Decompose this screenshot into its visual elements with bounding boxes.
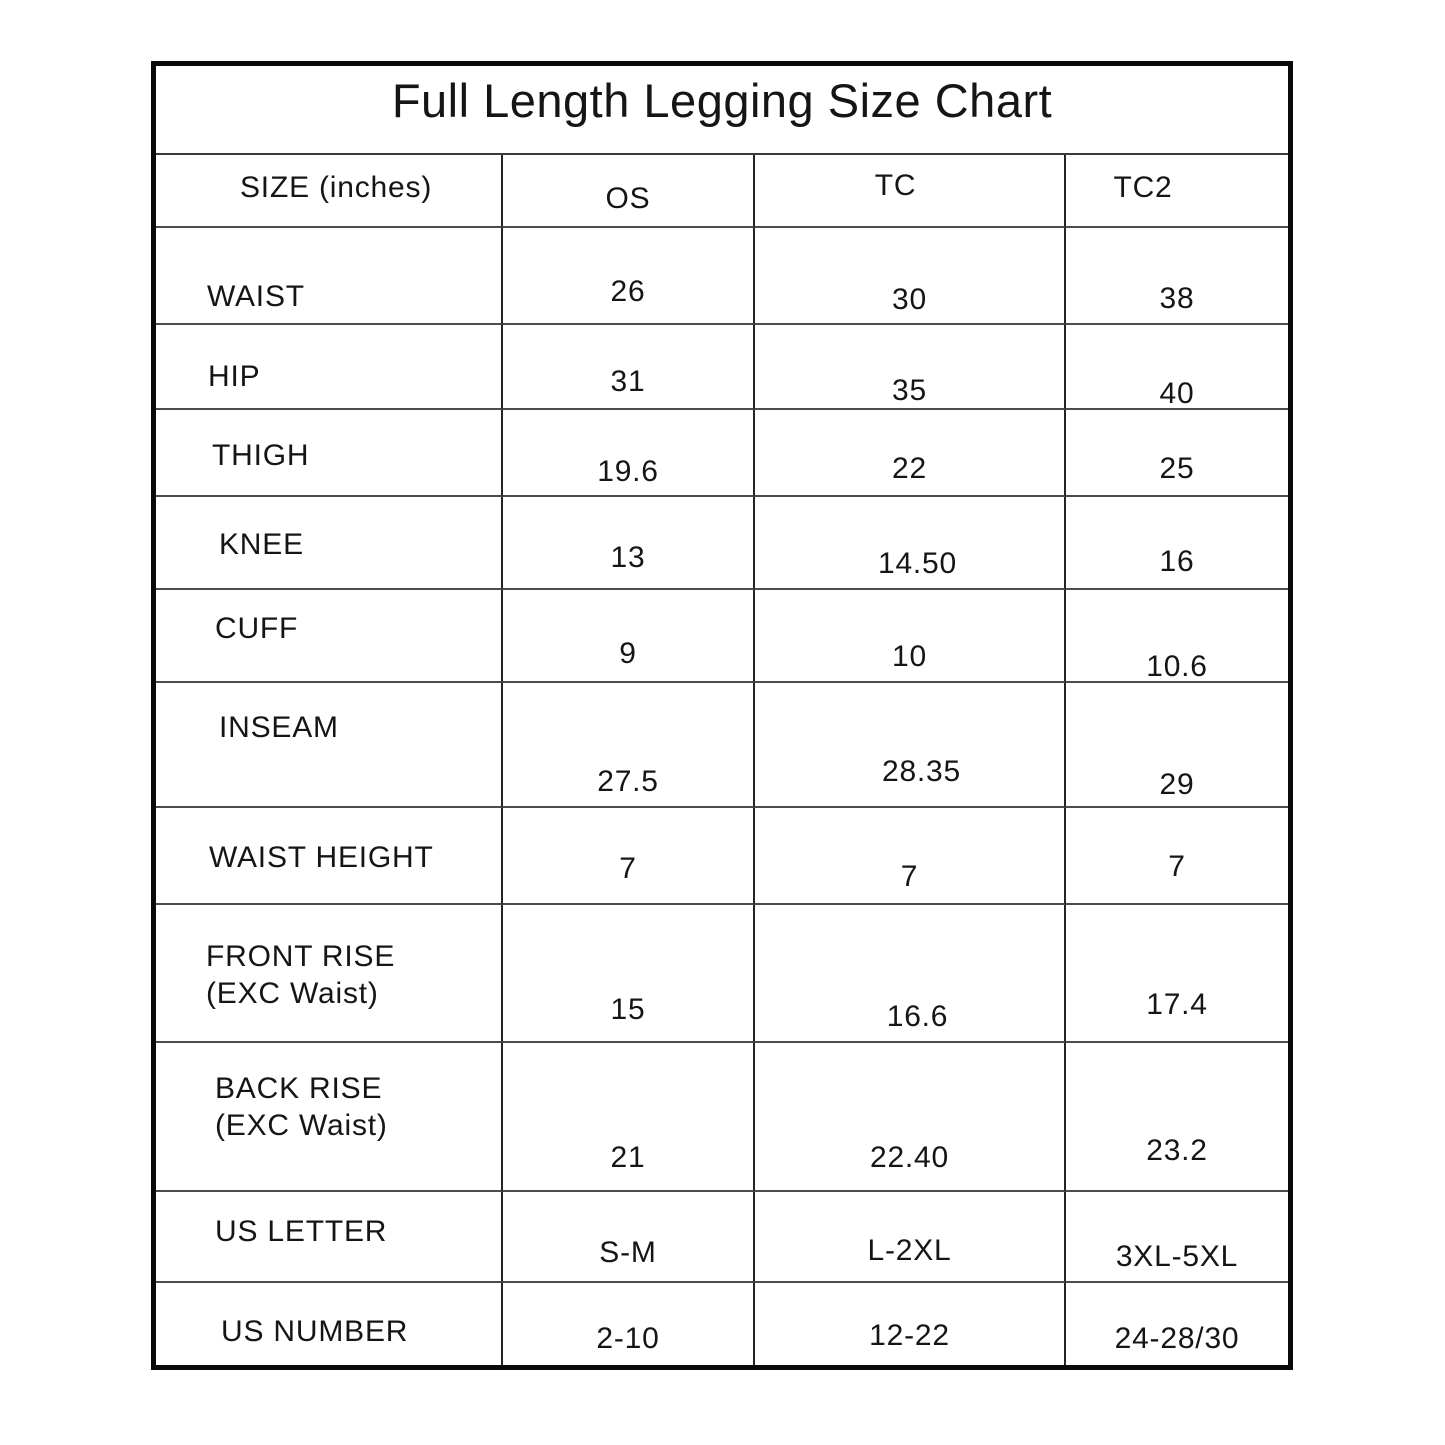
cell-waist-height-tc2	[1066, 808, 1288, 905]
cell-us-letter-tc2	[1066, 1192, 1288, 1283]
cell-hip-tc2	[1066, 325, 1288, 410]
cell-value-text: 14.50	[877, 547, 958, 581]
cell-waist-height-tc	[755, 808, 1066, 905]
row-label-text: WAIST HEIGHT	[209, 841, 434, 875]
cell-front-rise-os	[503, 905, 755, 1043]
cell-value-text: 22	[892, 452, 927, 486]
row-label-text: KNEE	[219, 528, 304, 562]
cell-value-text: 16	[1159, 545, 1195, 579]
row-label-subtext: (EXC Waist)	[215, 1108, 388, 1142]
cell-value-text: 24-28/30	[1114, 1321, 1240, 1355]
row-label-subtext: (EXC Waist)	[206, 977, 379, 1010]
size-chart-table	[151, 61, 1293, 1370]
cell-value-text: 7	[1168, 850, 1186, 884]
cell-hip-tc	[755, 325, 1066, 410]
cell-us-number-os	[503, 1283, 755, 1365]
column-header-text: TC2	[1113, 171, 1173, 205]
row-label-back-rise	[156, 1043, 503, 1192]
row-label-cuff	[156, 590, 503, 683]
cell-waist-os	[503, 228, 755, 325]
row-label-text: CUFF	[215, 612, 299, 646]
row-label-us-number	[156, 1283, 503, 1365]
row-label-text: US NUMBER	[221, 1314, 409, 1348]
row-label-front-rise	[156, 905, 503, 1043]
row-label-text: WAIST	[207, 280, 305, 314]
cell-us-letter-os	[503, 1192, 755, 1283]
row-label-hip	[156, 325, 503, 410]
cell-inseam-tc2	[1066, 683, 1288, 808]
cell-inseam-tc	[755, 683, 1066, 808]
cell-back-rise-tc	[755, 1043, 1066, 1192]
cell-thigh-tc	[755, 410, 1066, 497]
cell-value-text: 38	[1159, 282, 1195, 316]
column-header-size	[156, 155, 503, 228]
cell-value-text: 29	[1159, 768, 1195, 802]
row-label-us-letter	[156, 1192, 503, 1283]
cell-value-text: 40	[1159, 377, 1195, 411]
column-header-text: SIZE (inches)	[240, 171, 433, 205]
cell-value-text: 9	[619, 637, 637, 671]
chart-title-cell	[156, 66, 1288, 155]
row-label-text: INSEAM	[219, 711, 339, 745]
cell-value-text: 28.35	[881, 755, 962, 789]
cell-value-text: 7	[900, 860, 919, 894]
row-label-waist-height	[156, 808, 503, 905]
cell-value-text: 3XL-5XL	[1115, 1240, 1239, 1274]
row-label-inseam	[156, 683, 503, 808]
cell-us-number-tc	[755, 1283, 1066, 1365]
column-header-tc2	[1066, 155, 1288, 228]
cell-front-rise-tc2	[1066, 905, 1288, 1043]
cell-back-rise-tc2	[1066, 1043, 1288, 1192]
row-label-thigh	[156, 410, 503, 497]
cell-value-text: 26	[610, 275, 646, 309]
cell-value-text: 21	[610, 1141, 646, 1175]
chart-title: Full Length Legging Size Chart	[391, 74, 1053, 128]
cell-cuff-tc	[755, 590, 1066, 683]
cell-cuff-os	[503, 590, 755, 683]
row-label-text: BACK RISE	[215, 1071, 383, 1105]
cell-knee-tc2	[1066, 497, 1288, 590]
column-header-os	[503, 155, 755, 228]
row-label-text: HIP	[208, 360, 261, 394]
cell-value-text: 23.2	[1146, 1134, 1208, 1168]
cell-waist-height-os	[503, 808, 755, 905]
cell-inseam-os	[503, 683, 755, 808]
row-label-text: US LETTER	[215, 1215, 388, 1249]
row-label-text: THIGH	[212, 439, 310, 473]
cell-thigh-os	[503, 410, 755, 497]
cell-us-letter-tc	[755, 1192, 1066, 1283]
row-label-waist	[156, 228, 503, 325]
cell-waist-tc	[755, 228, 1066, 325]
cell-value-text: 35	[892, 374, 927, 408]
cell-value-text: 10	[892, 640, 927, 674]
cell-waist-tc2	[1066, 228, 1288, 325]
cell-knee-tc	[755, 497, 1066, 590]
column-header-text: OS	[605, 182, 651, 216]
cell-value-text: 2-10	[596, 1321, 660, 1355]
cell-value-text: 31	[610, 365, 646, 399]
cell-value-text: 10.6	[1146, 650, 1208, 684]
cell-value-text: 25	[1159, 452, 1195, 486]
cell-back-rise-os	[503, 1043, 755, 1192]
row-label-text: FRONT RISE	[206, 940, 396, 973]
cell-value-text: L-2XL	[867, 1234, 952, 1268]
cell-knee-os	[503, 497, 755, 590]
cell-value-text: 13	[610, 541, 646, 575]
cell-value-text: 22.40	[869, 1141, 950, 1175]
cell-value-text: 7	[619, 852, 637, 886]
cell-hip-os	[503, 325, 755, 410]
column-header-tc	[755, 155, 1066, 228]
row-label-knee	[156, 497, 503, 590]
cell-value-text: 15	[610, 992, 646, 1026]
cell-thigh-tc2	[1066, 410, 1288, 497]
cell-value-text: 27.5	[597, 765, 659, 799]
cell-front-rise-tc	[755, 905, 1066, 1043]
cell-value-text: 12-22	[869, 1318, 950, 1352]
cell-value-text: 30	[892, 283, 927, 317]
column-header-text: TC	[874, 169, 917, 203]
cell-us-number-tc2	[1066, 1283, 1288, 1365]
cell-cuff-tc2	[1066, 590, 1288, 683]
cell-value-text: S-M	[599, 1236, 657, 1270]
cell-value-text: 19.6	[597, 455, 659, 489]
cell-value-text: 16.6	[886, 999, 949, 1033]
cell-value-text: 17.4	[1146, 987, 1208, 1021]
